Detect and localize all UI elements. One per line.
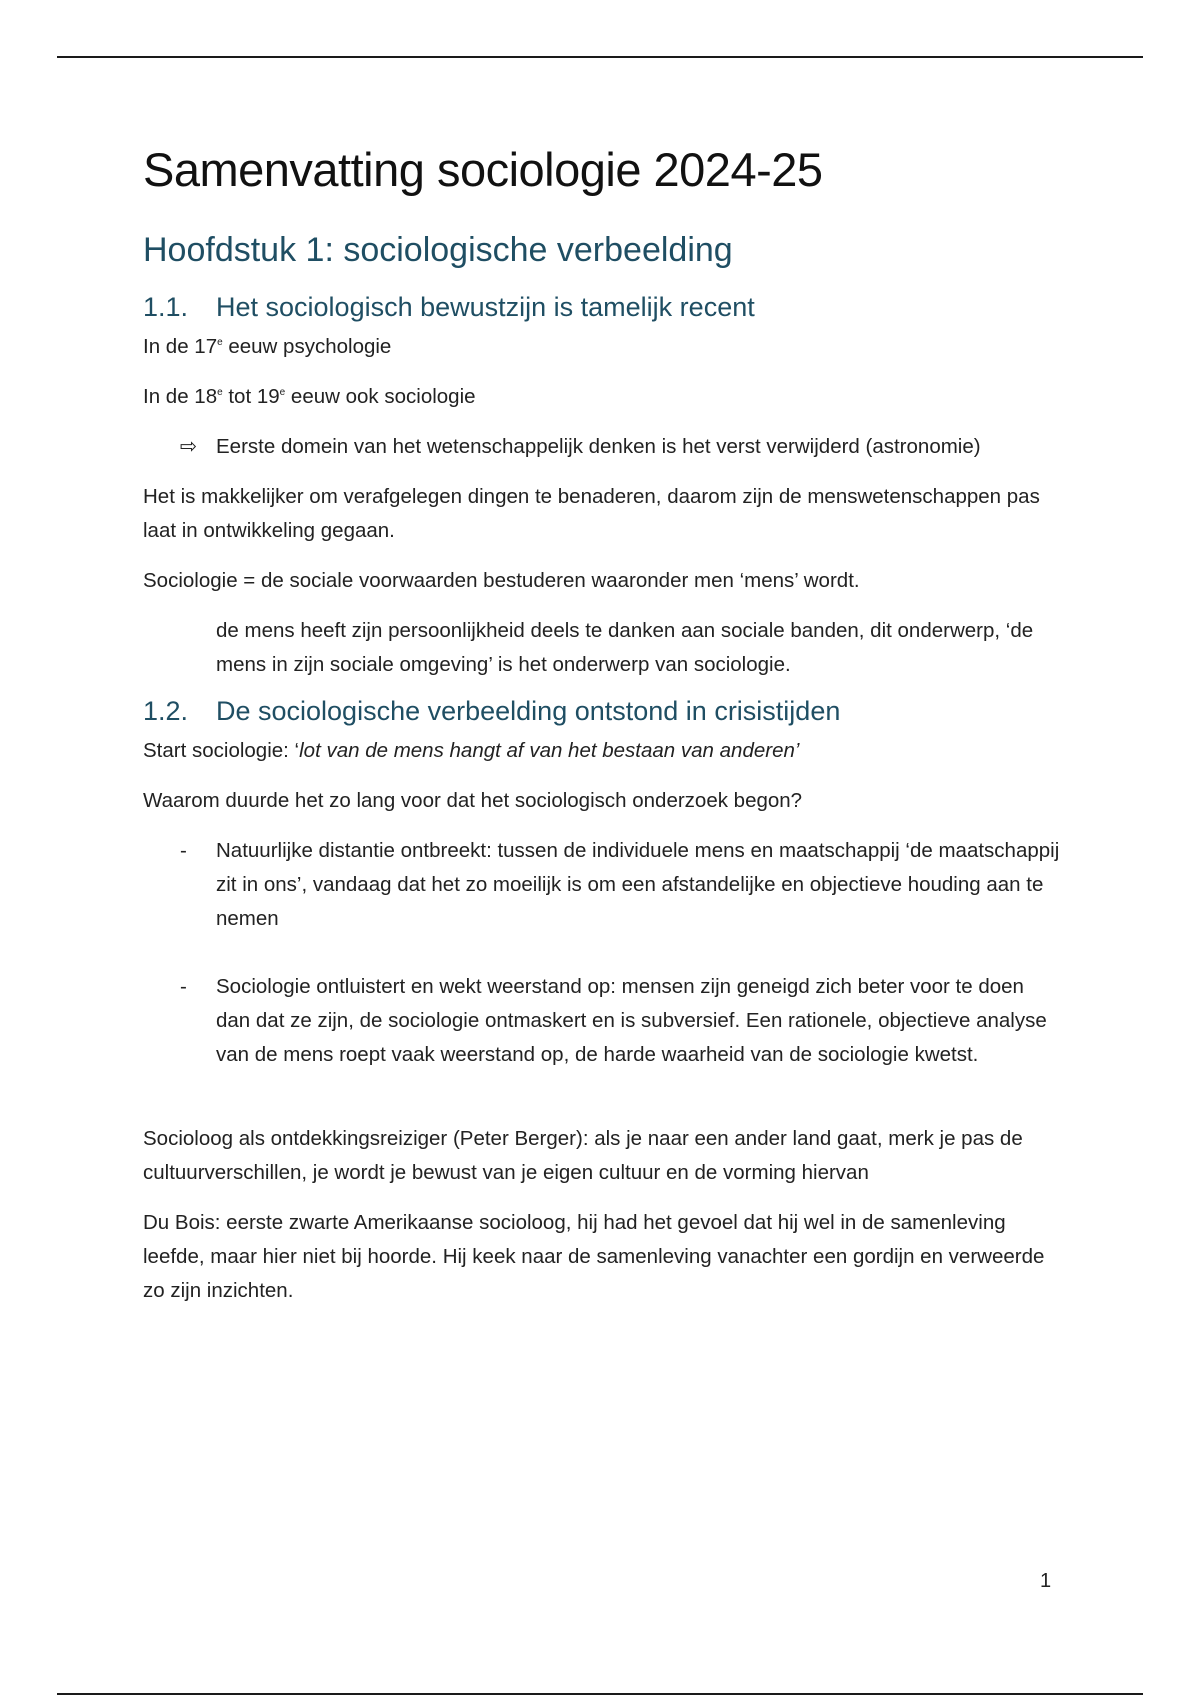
section-heading-1-2	[143, 692, 1063, 730]
document-title: Samenvatting sociologie 2024-25	[143, 143, 823, 196]
text-run: Start sociologie: ‘	[143, 739, 300, 762]
paragraph-berger: Socioloog als ontdekkingsreiziger (Peter Berger): als je naar een ander land gaat, merk je pas de cultuurverschillen, je wordt je bewust van je eigen cultuur en de vorming hiervan	[143, 1127, 1023, 1184]
arrow-list-item	[180, 430, 1063, 464]
paragraph-distance: Het is makkelijker om verafgelegen dingen te benaderen, daarom zijn de menswetenschappen pas laat in ontwikkeling gegaan.	[143, 485, 1040, 542]
list-item-text: Eerste domein van het wetenschappelijk denken is het verst verwijderd (astronomie)	[216, 435, 981, 458]
superscript: e	[217, 387, 223, 399]
paragraph-dubois: Du Bois: eerste zwarte Amerikaanse socioloog, hij had het gevoel dat hij wel in de samenleving leefde, maar hier niet bij hoorde. Hij keek naar de samenleving vanachter een gordijn en verweerde zo zijn inzichten.	[143, 1211, 1045, 1302]
text-run: In de 17	[143, 335, 218, 358]
list-item-text: Sociologie ontluistert en wekt weerstand op: mensen zijn geneigd zich beter voor te doen dan dat ze zijn, de sociologie ontmaskert en is subversief. Een rationele, objectieve analyse van de mens roept vaak weerstand op, de harde waarheid van de sociologie kwetst.	[216, 975, 1047, 1066]
page-number: 1	[1040, 1570, 1052, 1592]
paragraph-17th-century	[143, 330, 1063, 364]
paragraph-indented: de mens heeft zijn persoonlijkheid deels te danken aan sociale banden, dit onderwerp, ‘de mens in zijn sociale omgeving’ is het onderwerp van sociologie.	[216, 619, 1034, 676]
section-number: 1.1.	[143, 292, 189, 322]
paragraph-18th-century	[143, 380, 1063, 414]
arrow-icon: ⇨	[180, 435, 198, 458]
section-title: Het sociologisch bewustzijn is tamelijk recent	[216, 292, 755, 322]
dash-list-item	[180, 970, 1063, 1072]
header-rule	[57, 56, 1143, 58]
text-run: tot 19	[222, 385, 280, 408]
section-number: 1.2.	[143, 696, 189, 726]
footer-rule	[57, 1693, 1143, 1695]
dash-marker: -	[180, 839, 187, 862]
dash-list-item	[180, 834, 1063, 936]
superscript: e	[217, 337, 223, 349]
superscript: e	[279, 387, 286, 399]
paragraph-start	[143, 734, 1063, 768]
text-run: In de 18	[143, 385, 218, 408]
italic-quote: lot van de mens hangt af van het bestaan van anderen’	[299, 739, 800, 762]
section-heading-1-1	[143, 288, 1063, 326]
text-run: eeuw psychologie	[222, 335, 392, 358]
paragraph-question: Waarom duurde het zo lang voor dat het sociologisch onderzoek begon?	[143, 789, 803, 812]
dash-marker: -	[180, 975, 187, 998]
section-title: De sociologische verbeelding ontstond in crisistijden	[216, 696, 841, 726]
document-page	[143, 140, 1063, 1308]
text-run: eeuw ook sociologie	[285, 385, 476, 408]
paragraph-definition: Sociologie = de sociale voorwaarden bestuderen waaronder men ‘mens’ wordt.	[143, 569, 860, 592]
list-item-text: Natuurlijke distantie ontbreekt: tussen de individuele mens en maatschappij ‘de maatschappij zit in ons’, vandaag dat het zo moeilijk is om een afstandelijke en objectieve houding aan te nemen	[216, 839, 1060, 930]
chapter-heading: Hoofdstuk 1: sociologische verbeelding	[143, 231, 733, 269]
